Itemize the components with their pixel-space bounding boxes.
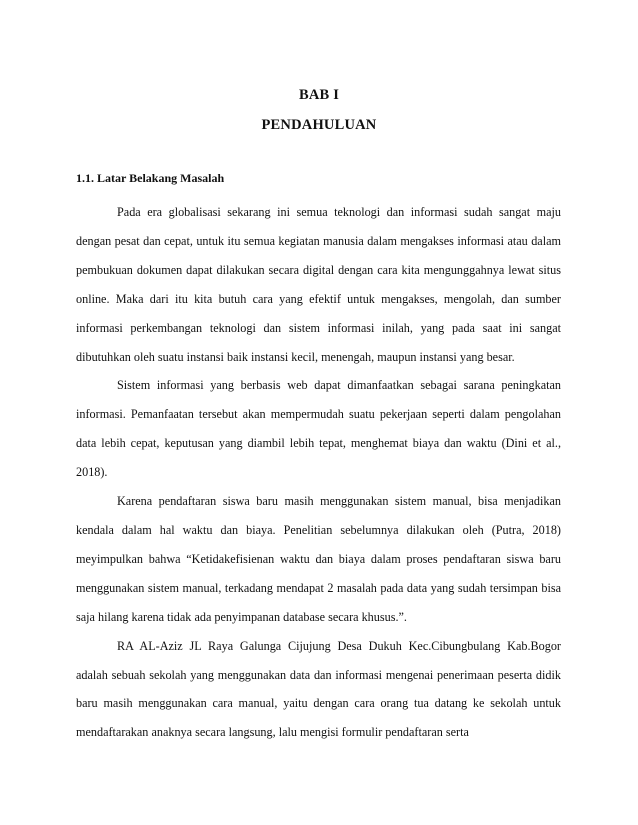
section-title: 1.1. Latar Belakang Masalah: [76, 171, 225, 185]
body-text: [76, 198, 561, 747]
chapter-label: BAB I: [298, 87, 340, 103]
paragraph-4: RA AL-Aziz JL Raya Galunga Cijujung Desa Dukuh Kec.Cibungbulang Kab.Bogor adalah sebuah sekolah yang menggunakan data dan informasi mengenai penerimaan peserta didik baru masih menggunakan cara manual, yaitu dengan cara orang tua datang ke sekolah untuk mendaftarakan anaknya secara langsung, lalu mengisi formulir pendaftaran serta: [76, 638, 561, 740]
paragraph-1: Pada era globalisasi sekarang ini semua teknologi dan informasi sudah sangat maju dengan pesat dan cepat, untuk itu semua kegiatan manusia dalam mengakses informasi atau dalam pembukuan dokumen dapat dilakukan secara digital dengan cara kita mengunggahnya lewat situs online. Maka dari itu kita butuh cara yang efektif untuk mengakses, mengolah, dan sumber informasi perkembangan teknologi dan sistem informasi inilah, yang pada saat ini sangat dibutuhkan oleh suatu instansi baik instansi kecil, menengah, maupun instansi yang besar.: [76, 205, 561, 364]
paragraph-2: Sistem informasi yang berbasis web dapat dimanfaatkan sebagai sarana peningkatan informasi. Pemanfaatan tersebut akan mempermudah suatu pekerjaan seperti dalam pengolahan data lebih cepat, keputusan yang diambil lebih tepat, menghemat biaya dan waktu (Dini et al., 2018).: [76, 378, 561, 480]
paragraph-3: Karena pendaftaran siswa baru masih menggunakan sistem manual, bisa menjadikan kendala dalam hal waktu dan biaya. Penelitian sebelumnya dilakukan oleh (Putra, 2018) meyimpulkan bahwa “Ketidakefisienan waktu dan biaya dalam proses pendaftaran siswa baru menggunakan sistem manual, terkadang mendapat 2 masalah pada data yang sudah tersimpan bisa saja hilang karena tidak ada penyimpanan database secara khusus.”.: [76, 494, 561, 624]
chapter-title: PENDAHULUAN: [261, 117, 377, 133]
